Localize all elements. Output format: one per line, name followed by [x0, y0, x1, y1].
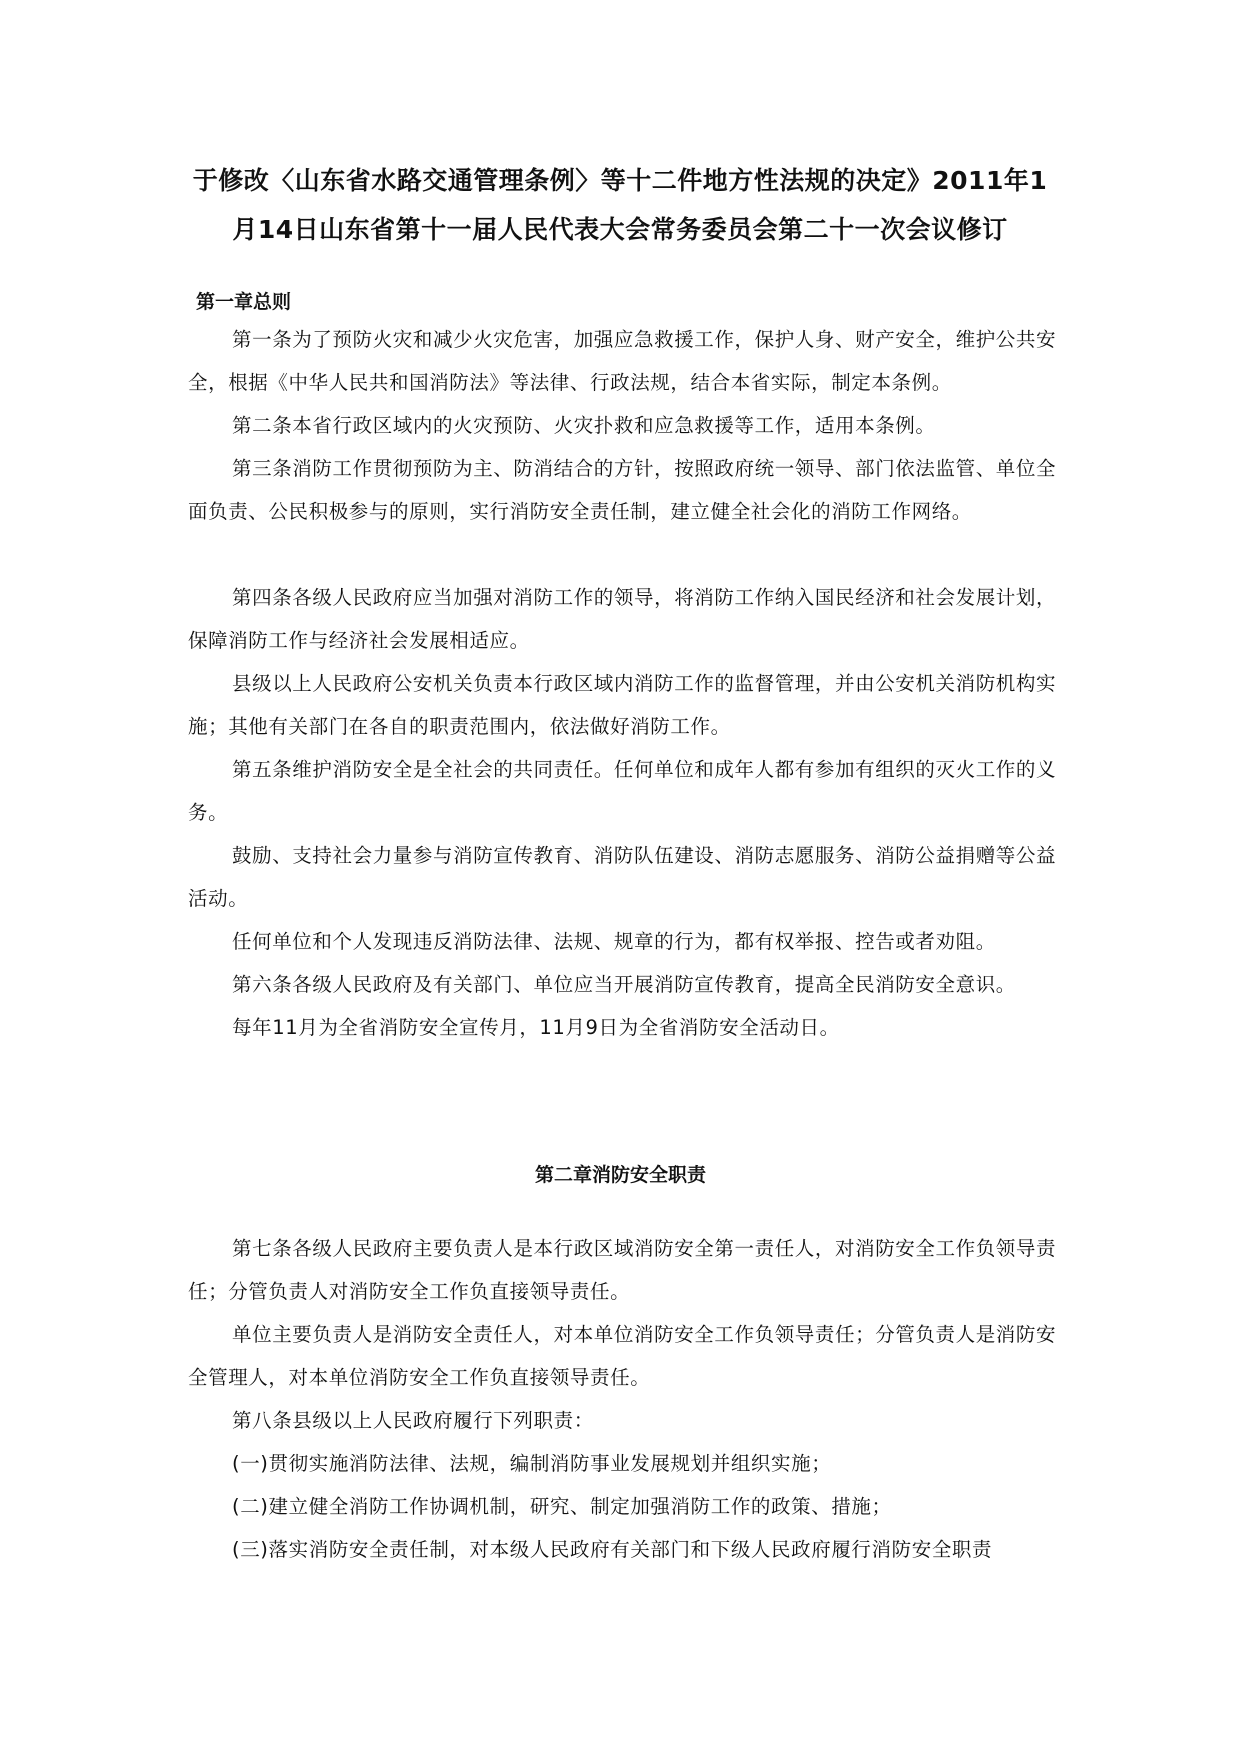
- paragraph-article-4: 第四条各级人民政府应当加强对消防工作的领导，将消防工作纳入国民经济和社会发展计划，保障消防工作与经济社会发展相适应。: [188, 586, 1057, 652]
- document-title: [150, 156, 1090, 254]
- paragraph-article-5: 第五条维护消防安全是全社会的共同责任。任何单位和成年人都有参加有组织的灭火工作的义务。: [188, 758, 1057, 824]
- paragraph-article-6: 第六条各级人民政府及有关部门、单位应当开展消防宣传教育，提高全民消防安全意识。: [232, 973, 1016, 996]
- paragraph-article-2: 第二条本省行政区域内的火灾预防、火灾扑救和应急救援等工作，适用本条例。: [232, 414, 936, 437]
- title-line-2: 月14日山东省第十一届人民代表大会常务委员会第二十一次会议修订: [232, 215, 1008, 244]
- chapter-2-heading: 第二章消防安全职责: [534, 1164, 706, 1186]
- paragraph-article-1: 第一条为了预防火灾和减少火灾危害，加强应急救援工作，保护人身、财产安全，维护公共安全，根据《中华人民共和国消防法》等法律、行政法规，结合本省实际，制定本条例。: [188, 328, 1057, 394]
- paragraph-article-5-clause-2: 鼓励、支持社会力量参与消防宣传教育、消防队伍建设、消防志愿服务、消防公益捐赠等公益活动。: [188, 844, 1057, 910]
- paragraph-article-7-clause-2: 单位主要负责人是消防安全责任人，对本单位消防安全工作负领导责任；分管负责人是消防安全管理人，对本单位消防安全工作负直接领导责任。: [188, 1323, 1057, 1389]
- paragraph-article-8-item-2: (二)建立健全消防工作协调机制，研究、制定加强消防工作的政策、措施；: [232, 1495, 892, 1518]
- paragraph-article-8-item-3: (三)落实消防安全责任制，对本级人民政府有关部门和下级人民政府履行消防安全职责: [232, 1538, 993, 1561]
- paragraph-article-8-item-1: (一)贯彻实施消防法律、法规，编制消防事业发展规划并组织实施；: [232, 1452, 832, 1475]
- paragraph-article-8: 第八条县级以上人民政府履行下列职责：: [232, 1409, 594, 1432]
- paragraph-article-7: 第七条各级人民政府主要负责人是本行政区域消防安全第一责任人，对消防安全工作负领导责任；分管负责人对消防安全工作负直接领导责任。: [188, 1237, 1057, 1303]
- chapter-1-heading: 第一章总则: [196, 291, 292, 313]
- paragraph-article-4-clause-2: 县级以上人民政府公安机关负责本行政区域内消防工作的监督管理，并由公安机关消防机构实施；其他有关部门在各自的职责范围内，依法做好消防工作。: [188, 672, 1057, 738]
- title-line-1: 于修改〈山东省水路交通管理条例〉等十二件地方性法规的决定》2011年1: [192, 166, 1048, 195]
- paragraph-article-3: 第三条消防工作贯彻预防为主、防消结合的方针，按照政府统一领导、部门依法监管、单位全面负责、公民积极参与的原则，实行消防安全责任制，建立健全社会化的消防工作网络。: [188, 457, 1057, 523]
- paragraph-article-6-clause-2: 每年11月为全省消防安全宣传月，11月9日为全省消防安全活动日。: [232, 1016, 840, 1039]
- paragraph-article-5-clause-3: 任何单位和个人发现违反消防法律、法规、规章的行为，都有权举报、控告或者劝阻。: [232, 930, 996, 953]
